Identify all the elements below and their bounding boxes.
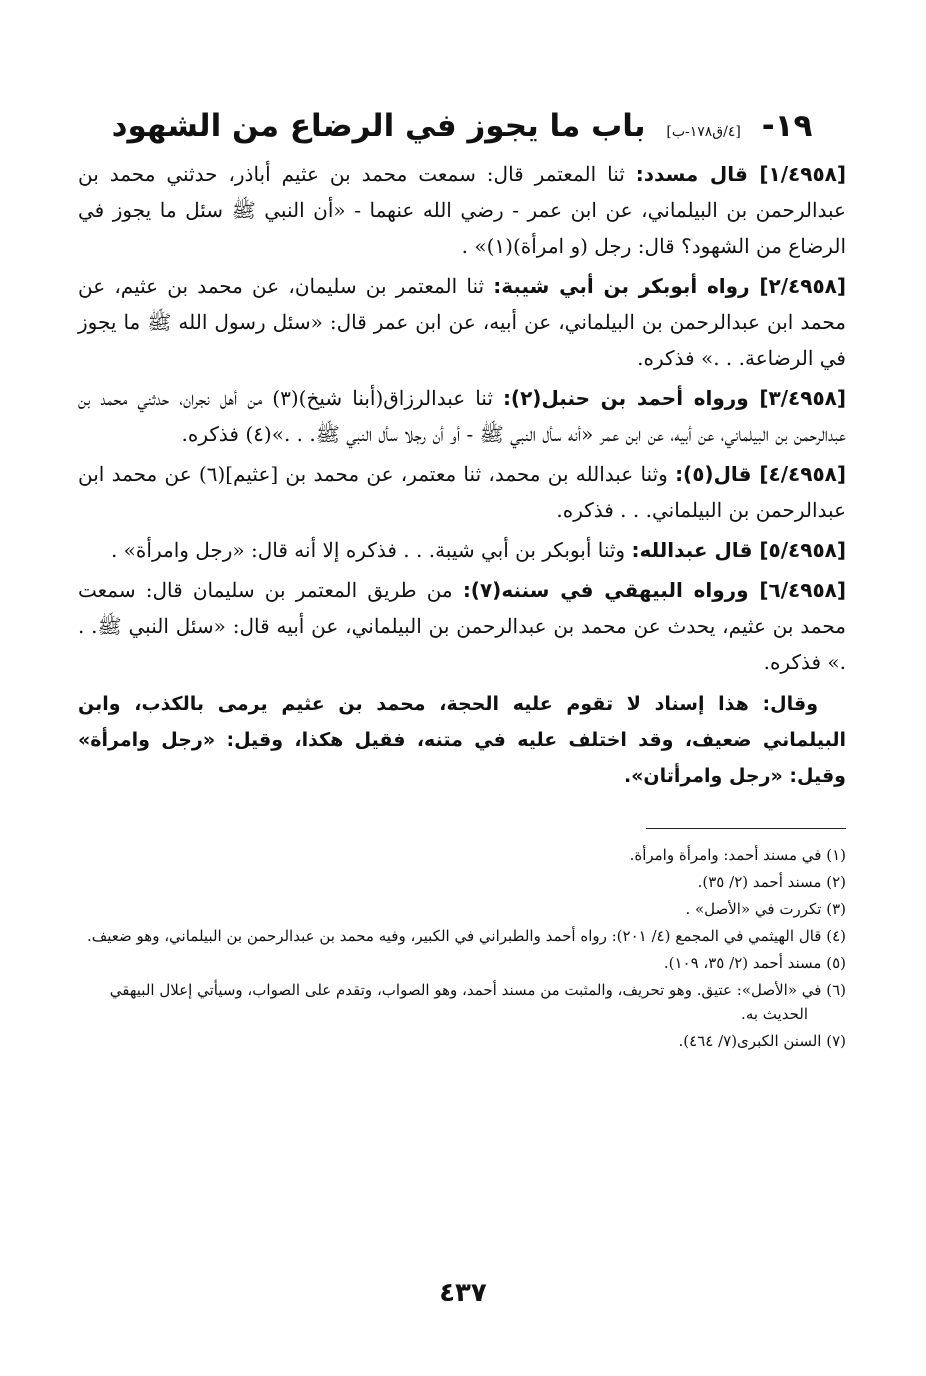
page-body	[78, 96, 846, 1056]
chapter-heading	[78, 96, 846, 156]
hadith-lead: [٥/٤٩٥٨] قال عبدالله:	[631, 538, 846, 562]
footnote-5: (٥) مسند أحمد (٢/ ٣٥، ١٠٩).	[663, 954, 846, 972]
author-comment: وقال: هذا إسناد لا تقوم عليه الحجة، محمد بن عثيم يرمى بالكذب، وابن البيلماني ضعيف، وقد اختلف عليه في متنه، فقيل هكذا، وقيل: «رجل وامرأة» وقيل: «رجل وامرأتان».	[78, 693, 846, 787]
footnote-3: (٣) تكررت في «الأصل» .	[685, 900, 846, 918]
hadith-text: وثنا أبوبكر بن أبي شيبة. . . فذكره إلا أنه قال: «رجل وامرأة» .	[110, 538, 632, 562]
footnote-7: (٧) السنن الكبرى(٧/ ٤٦٤).	[678, 1032, 846, 1050]
hadith-paragraph-1	[78, 156, 846, 264]
hadith-lead: [٤/٤٩٥٨] قال(٥):	[675, 462, 846, 486]
manuscript-reference: [٤/ق١٧٨-ب]	[666, 124, 741, 140]
hadith-paragraph-5	[78, 532, 846, 568]
hadith-paragraph-3	[78, 380, 846, 452]
chapter-title: باب ما يجوز في الرضاع من الشهود	[111, 108, 646, 144]
hadith-lead: [٢/٤٩٥٨] رواه أبوبكر بن أبي شيبة:	[493, 274, 846, 298]
footnote-1: (١) في مسند أحمد: وامرأة وامرأة.	[629, 846, 846, 864]
hadith-lead: [٣/٤٩٥٨] ورواه أحمد بن حنبل(٢):	[502, 386, 847, 410]
hadith-text: ثنا عبدالرزاق(أبنا شيخ)(٣) من أهل نجران، حدثني محمد بن عبدالرحمن بن البيلماني، عن أبيه، عن ابن عمر «أنه سأل النبي ﷺ - أو أن رجلا سأل النبي ﷺ. . .»(٤) فذكره.	[78, 386, 846, 446]
hadith-text: من طريق المعتمر بن سليمان قال: سمعت محمد بن عثيم، يحدث عن محمد بن عبدالرحمن بن البيلماني، عن أبيه قال: «سئل النبي ﷺ. . .» فذكره.	[78, 578, 846, 674]
hadith-paragraph-2	[78, 268, 846, 376]
footnote-divider	[646, 828, 846, 829]
footnotes-list	[78, 843, 846, 1053]
footnote-4: (٤) قال الهيثمي في المجمع (٤/ ٢٠١): رواه أحمد والطبراني في الكبير، وفيه محمد بن عبدالرحمن بن البيلماني، وهو ضعيف.	[86, 927, 846, 945]
hadith-text: ثنا المعتمر بن سليمان، عن محمد بن عثيم، عن محمد ابن عبدالرحمن بن البيلماني، عن أبيه، عن ابن عمر قال: «سئل رسول الله ﷺ ما يجوز في الرضاعة. . .» فذكره.	[78, 274, 846, 370]
hadith-text: وثنا عبدالله بن محمد، ثنا معتمر، عن محمد بن [عثيم](٦) عن محمد ابن عبدالرحمن بن البيلماني. . . فذكره.	[78, 462, 846, 522]
footnote-6: (٦) في «الأصل»: عتيق. وهو تحريف، والمثبت من مسند أحمد، وهو الصواب، وتقدم على الصواب، وسيأتي إعلال البيهقي الحديث به.	[109, 981, 846, 1023]
hadith-lead: [٦/٤٩٥٨] ورواه البيهقي في سننه(٧):	[462, 578, 847, 602]
page-number: ٤٣٧	[439, 1278, 487, 1308]
hadith-paragraph-4	[78, 456, 846, 528]
footnote-2: (٢) مسند أحمد (٢/ ٣٥).	[697, 873, 846, 891]
hadith-text: ثنا المعتمر قال: سمعت محمد بن عثيم أباذر، حدثني محمد بن عبدالرحمن بن البيلماني، عن ابن عمر - رضي الله عنهما - «أن النبي ﷺ سئل ما يجوز في الرضاع من الشهود؟ قال: رجل (و امرأة)(١)» .	[78, 162, 846, 258]
chapter-number: ١٩-	[761, 108, 813, 144]
hadith-paragraph-6	[78, 572, 846, 680]
hadith-lead: [١/٤٩٥٨] قال مسدد:	[635, 162, 846, 186]
